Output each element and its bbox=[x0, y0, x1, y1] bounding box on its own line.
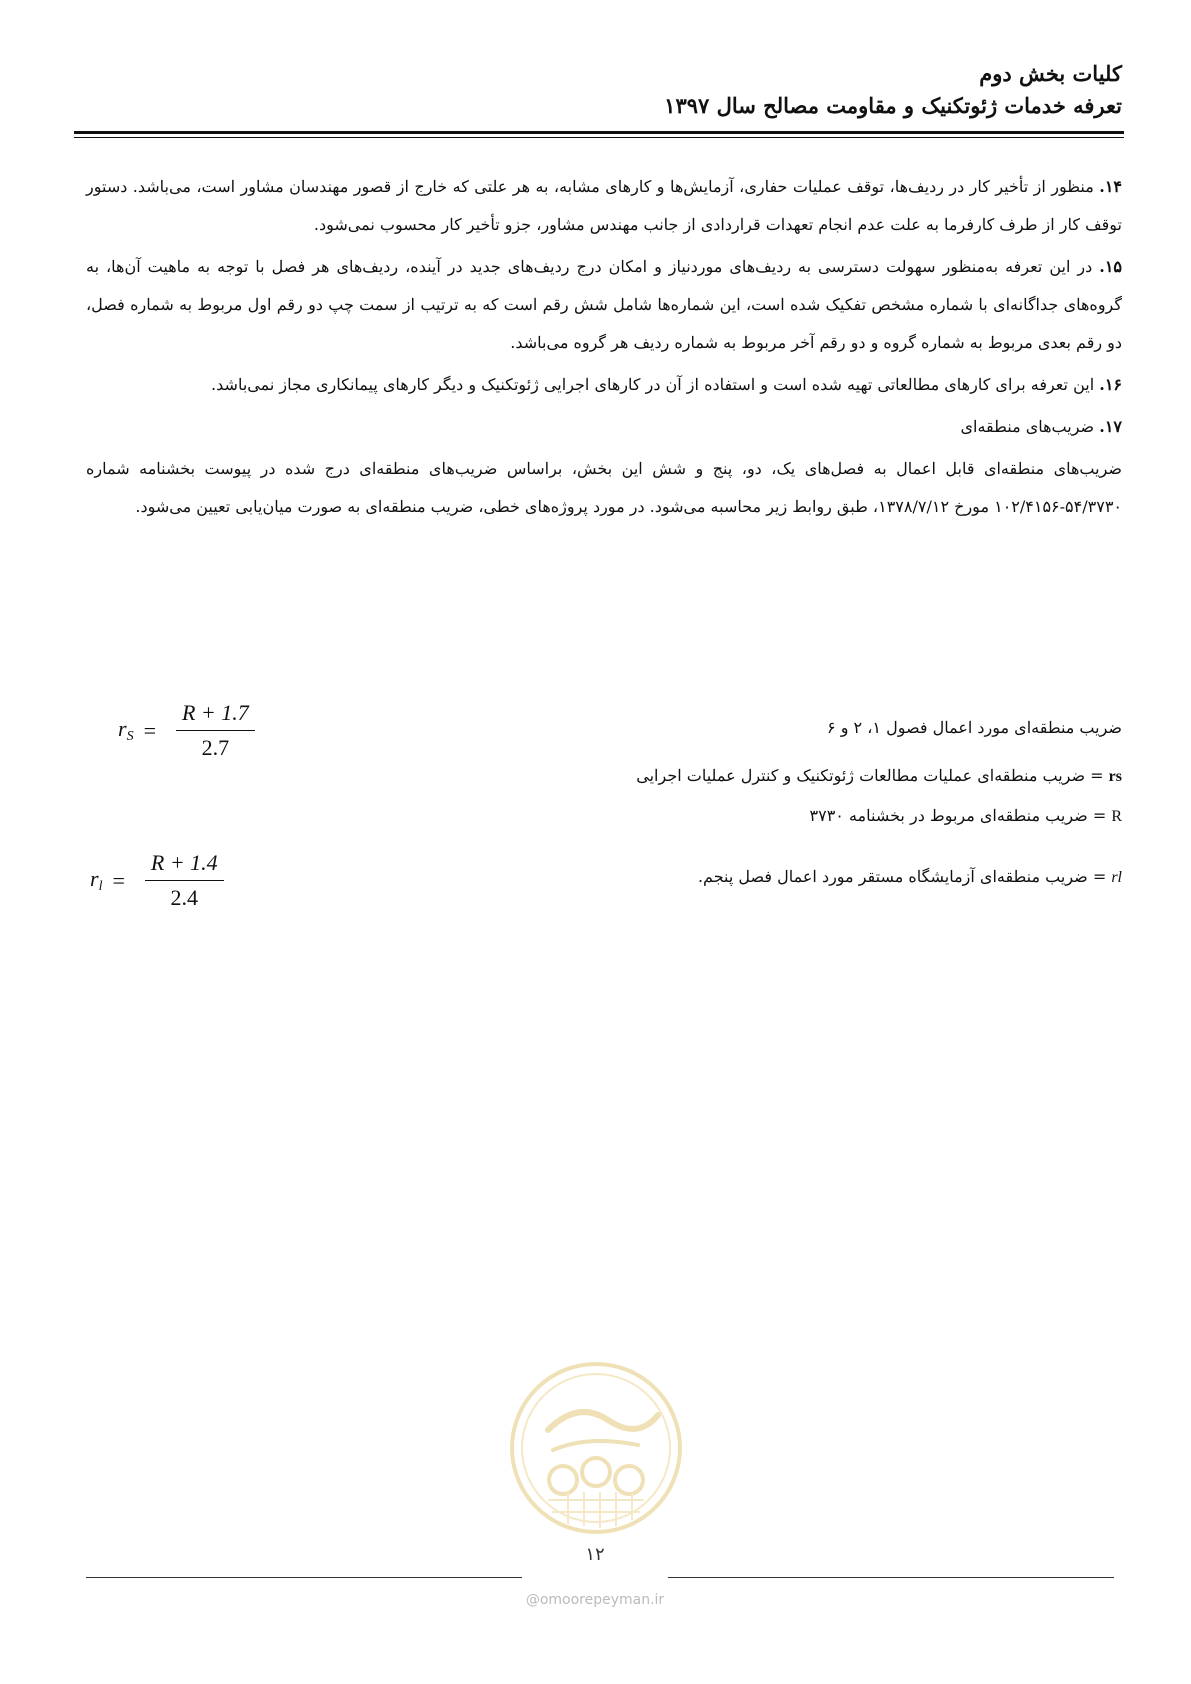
formula-definition-rs: rs = ضریب منطقه‌ای عملیات مطالعات ژئوتکنیک و کنترل عملیات اجرایی bbox=[636, 766, 1122, 785]
equation-rl: $r_l$ = $\frac{R + 1.4}{2.4}$ bbox=[90, 850, 224, 911]
header-rule-thick bbox=[74, 131, 1124, 134]
formula-description-1: ضریب منطقه‌ای مورد اعمال فصول ۱، ۲ و ۶ bbox=[827, 718, 1122, 737]
paragraph-number: ۱۷. bbox=[1099, 417, 1122, 436]
footer-rule-right bbox=[668, 1577, 1114, 1578]
fraction bbox=[145, 850, 224, 911]
symbol: rl bbox=[1111, 869, 1122, 886]
equation-rs: $r_S$ = $\frac{R + 1.7}{2.7}$ bbox=[118, 700, 255, 761]
main-body bbox=[86, 168, 1122, 530]
denominator: 2.7 bbox=[201, 735, 230, 760]
section-title: کلیات بخش دوم bbox=[979, 61, 1122, 86]
paragraph-17-body bbox=[86, 450, 1122, 526]
fraction bbox=[176, 700, 255, 761]
page-number: ۱۲ bbox=[585, 1544, 605, 1565]
formula-definition-rl: rl = ضریب منطقه‌ای آزمایشگاه مستقر مورد اعمال فصل پنجم. bbox=[697, 867, 1122, 886]
paragraph-number: ۱۶. bbox=[1099, 375, 1122, 394]
header-rule-thin bbox=[74, 137, 1124, 138]
paragraph-text: ضریب‌های منطقه‌ای bbox=[960, 417, 1095, 436]
denominator: 2.4 bbox=[170, 885, 199, 910]
numerator: R + 1.7 bbox=[176, 700, 255, 731]
site-watermark-text: @omoorepeyman.ir bbox=[525, 1592, 665, 1608]
symbol: R bbox=[1111, 808, 1122, 825]
symbol: rs bbox=[1108, 768, 1122, 785]
paragraph-text: ضریب‌های منطقه‌ای قابل اعمال به فصل‌های یک، دو، پنج و شش این بخش، براساس ضریب‌های منطقه‌ای درج شده در پیوست بخشنامه شماره ۵۴/۳۷۳۰-۱۰۲/۴۱۵۶ مورخ ۱۳۷۸/۷/۱۲، طبق روابط زیر محاسبه می‌شود. در مورد پروژه‌های خطی، ضریب منطقه‌ای به صورت میان‌یابی تعیین می‌شود. bbox=[86, 459, 1122, 516]
paragraph-text: این تعرفه برای کارهای مطالعاتی تهیه شده است و استفاده از آن در کارهای اجرایی ژئوتکنیک و دیگر کارهای پیمانکاری مجاز نمی‌باشد. bbox=[211, 375, 1095, 394]
paragraph-number: ۱۴. bbox=[1099, 177, 1122, 196]
formula-definition-r: R = ضریب منطقه‌ای مربوط در بخشنامه ۳۷۳۰ bbox=[809, 806, 1122, 825]
paragraph-17 bbox=[86, 408, 1122, 446]
paragraph-text: منظور از تأخیر کار در ردیف‌ها، توقف عملیات حفاری، آزمایش‌ها و کارهای مشابه، به هر علتی که خارج از قصور مهندسان مشاور است، می‌باشد. دستور توقف کار از طرف کارفرما به علت عدم انجام تعهدات قراردادی از جانب مهندس مشاور، جزو تأخیر کار محسوب نمی‌شود. bbox=[86, 177, 1122, 234]
document-title: تعرفه خدمات ژئوتکنیک و مقاومت مصالح سال ۱۳۹۷ bbox=[664, 93, 1122, 118]
paragraph-14 bbox=[86, 168, 1122, 244]
paragraph-16 bbox=[86, 366, 1122, 404]
equation-lhs: $r_S$ bbox=[118, 716, 134, 744]
page-header bbox=[86, 58, 1122, 122]
paragraph-text: در این تعرفه به‌منظور سهولت دسترسی به ردیف‌های موردنیاز و امکان درج ردیف‌های جدید در آینده، ردیف‌های هر فصل با توجه به ماهیت آن‌ها، به گروه‌های جداگانه‌ای با شماره مشخص تفکیک شده است، این شماره‌ها شامل شش رقم است که به ترتیب از سمت چپ دو رقم اول مربوط به شماره فصل، دو رقم بعدی مربوط به شماره گروه و دو رقم آخر مربوط به شماره ردیف هر گروه می‌باشد. bbox=[86, 257, 1122, 352]
numerator: R + 1.4 bbox=[145, 850, 224, 881]
watermark-logo-icon bbox=[508, 1360, 684, 1536]
equation-lhs: $r_l$ bbox=[90, 866, 103, 894]
paragraph-15 bbox=[86, 248, 1122, 362]
paragraph-number: ۱۵. bbox=[1099, 257, 1122, 276]
footer-rule-left bbox=[86, 1577, 522, 1578]
